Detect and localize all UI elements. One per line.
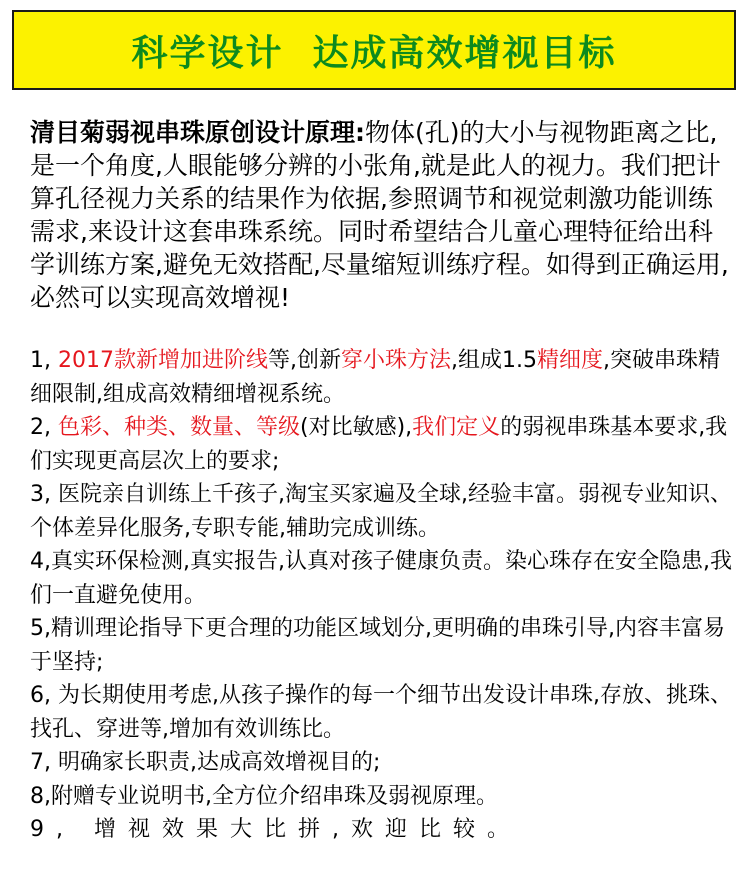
intro-heading: 清目菊弱视串珠原创设计原理:	[30, 118, 365, 147]
item1-text-a: 等,创新	[267, 348, 341, 373]
item2-prefix: 2,	[30, 415, 58, 440]
item1-prefix: 1,	[30, 348, 58, 373]
item1-text-b: ,组成1.5	[451, 348, 537, 373]
feature-item-3: 3, 医院亲自训练上千孩子,淘宝买家遍及全球,经验丰富。弱视专业知识、个体差异化服务,专职专能,辅助完成训练。	[30, 482, 732, 541]
feature-item-1	[30, 344, 735, 411]
item1-highlight-new-lines: 2017款新增加进阶线	[57, 348, 268, 373]
feature-item-6: 6, 为长期使用考虑,从孩子操作的每一个细节出发设计串珠,存放、挑珠、找孔、穿进等,增加有效训练比。	[30, 683, 732, 742]
feature-list	[30, 344, 735, 847]
item2-text-b: 的弱视串珠基本要求,我们实现更高层次上的要求;	[30, 415, 728, 474]
feature-item-2	[30, 411, 735, 478]
item2-highlight-attributes: 色彩、种类、数量、等级	[57, 415, 300, 440]
feature-item-5: 5,精训理论指导下更合理的功能区域划分,更明确的串珠引导,内容丰富易于坚持;	[30, 616, 725, 675]
feature-item-7: 7, 明确家长职责,达成高效增视目的;	[30, 750, 381, 775]
intro-body: 物体(孔)的大小与视物距离之比,是一个角度,人眼能够分辨的小张角,就是此人的视力。我们把计算孔径视力关系的结果作为依据,参照调节和视觉刺激功能训练需求,来设计这套串珠系统。同时希望结合儿童心理特征给出科学训练方案,避免无效搭配,尽量缩短训练疗程。如得到正确运用,必然可以实现高效增视!	[30, 118, 729, 312]
item1-highlight-method: 穿小珠方法	[340, 348, 451, 373]
feature-item-8: 8,附赠专业说明书,全方位介绍串珠及弱视原理。	[30, 783, 498, 809]
item1-highlight-precision: 精细度	[536, 348, 603, 373]
title-banner	[12, 10, 736, 90]
item2-highlight-defined: 我们定义	[412, 415, 501, 440]
feature-item-4: 4,真实环保检测,真实报告,认真对孩子健康负责。染心珠存在安全隐患,我们一直避免使用。	[30, 549, 732, 608]
item1-text-c: ,突破串珠精细限制,组成高效精细增视系统。	[30, 348, 720, 407]
intro-paragraph	[30, 116, 730, 314]
banner-title: 科学设计 达成高效增视目标	[131, 32, 617, 74]
item2-text-a: (对比敏感),	[300, 415, 413, 440]
feature-item-9: 9, 增视效果大比拼,欢迎比较。	[30, 817, 521, 842]
